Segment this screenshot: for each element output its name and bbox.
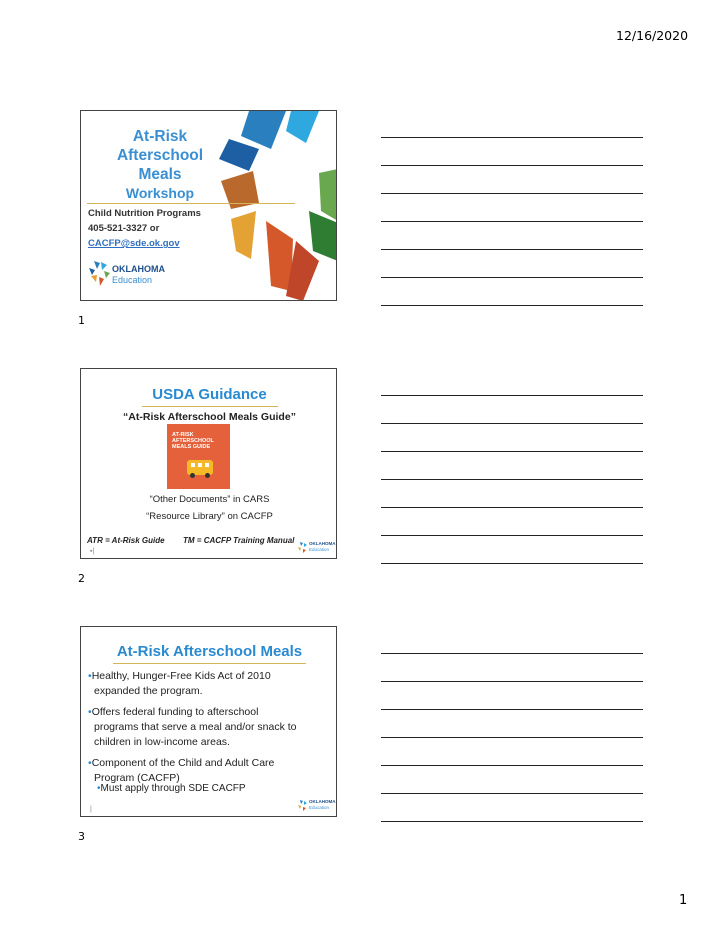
bullet-1: •Healthy, Hunger-Free Kids Act of 2010 expanded the program.	[88, 670, 271, 697]
slide-2-line-1: “Other Documents” in CARS	[149, 494, 270, 505]
bullet-2: •Offers federal funding to afterschool programs that serve a meal and/or snack to children in low-income areas.	[88, 706, 297, 748]
oklahoma-education-logo-small	[297, 541, 336, 554]
cover-text-3: MEALS GUIDE	[172, 444, 211, 450]
slide-marker: |	[90, 806, 92, 813]
title-subtitle: Workshop	[125, 185, 195, 201]
logo-star-icon	[297, 542, 308, 553]
slide-number-2: 2	[78, 572, 85, 585]
slide-2	[80, 368, 337, 559]
logo-line-1: OKLAHOMA	[309, 799, 336, 804]
bullet-3-line-2: Program (CACFP)	[94, 772, 180, 784]
sub-bullet: •Must apply through SDE CACFP	[97, 783, 246, 794]
bullet-1-line-2: expanded the program.	[94, 685, 203, 697]
footer-right: TM = CACFP Training Manual	[183, 536, 295, 545]
contact-phone: 405-521-3327 or	[88, 223, 160, 234]
bullet-2-line-1: Offers federal funding to afterschool	[91, 706, 259, 718]
slide-3	[80, 626, 337, 817]
oklahoma-education-logo-small	[297, 799, 336, 812]
meals-guide-cover-image	[167, 424, 230, 489]
slide-number-1: 1	[78, 314, 85, 327]
slide-1-title	[105, 127, 215, 203]
contact-block	[88, 206, 201, 251]
title-line-1: At-Risk	[132, 128, 188, 145]
logo-star-icon	[88, 261, 110, 287]
page-number: 1	[679, 893, 688, 908]
slide-marker: ▪|	[90, 548, 95, 555]
slide-3-title: At-Risk Afterschool Meals	[116, 643, 303, 660]
sub-bullet-text: Must apply through SDE CACFP	[100, 783, 246, 794]
bullet-2-line-2: programs that serve a meal and/or snack to	[94, 721, 297, 733]
bullet-1-line-1: Healthy, Hunger-Free Kids Act of 2010	[91, 670, 271, 682]
divider	[87, 203, 295, 204]
bullet-3-line-1: Component of the Child and Adult Care	[91, 757, 275, 769]
slide-2-title: USDA Guidance	[152, 386, 267, 403]
logo-star-icon	[297, 800, 308, 811]
cover-text-1: AT-RISK	[172, 432, 194, 438]
oklahoma-education-logo	[88, 261, 165, 289]
print-date: 12/16/2020	[616, 28, 689, 43]
logo-line-2: Education	[309, 547, 330, 552]
slide-2-footer	[87, 536, 294, 545]
logo-line-1: OKLAHOMA	[309, 541, 336, 546]
contact-email-link[interactable]: CACFP@sde.ok.gov	[88, 238, 180, 249]
title-line-3: Meals	[138, 166, 182, 183]
title-line-2: Afterschool	[116, 147, 204, 164]
footer-left: ATR = At-Risk Guide	[87, 536, 165, 545]
logo-line-1: OKLAHOMA	[112, 264, 165, 274]
logo-line-2: Education	[309, 805, 330, 810]
divider	[142, 406, 278, 407]
cover-text-2: AFTERSCHOOL	[172, 438, 214, 444]
bullet-2-line-3: children in low-income areas.	[94, 736, 230, 748]
slide-number-3: 3	[78, 830, 85, 843]
slide-2-subtitle: “At-Risk Afterschool Meals Guide”	[123, 411, 296, 423]
divider	[113, 663, 306, 664]
logo-line-2: Education	[112, 275, 153, 285]
contact-org: Child Nutrition Programs	[88, 208, 201, 219]
slide-2-line-2: “Resource Library” on CACFP	[146, 511, 273, 522]
slide-1	[80, 110, 337, 301]
bullet-3: •Component of the Child and Adult Care Program (CACFP)	[88, 757, 275, 784]
bus-icon	[187, 460, 213, 475]
